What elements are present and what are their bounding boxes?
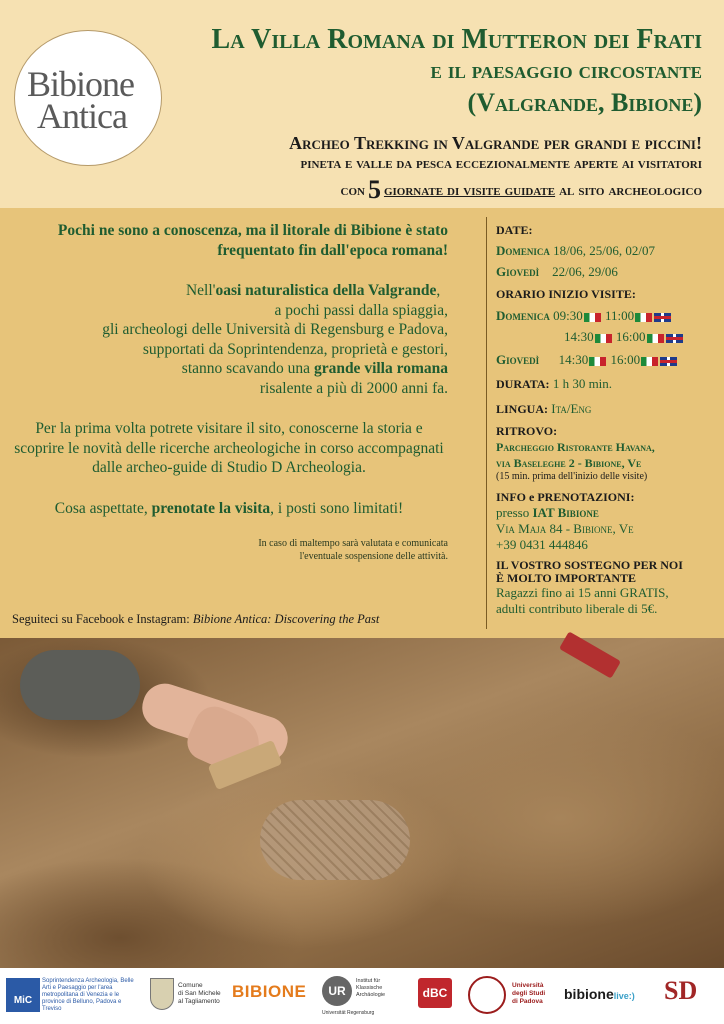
italian-flag-icon (641, 357, 658, 366)
bibione-logo: BIBIONE (232, 982, 307, 1001)
ur-txt2: Klassische (356, 985, 383, 991)
regensburg-logo: UR (322, 976, 352, 1006)
pd-txt1: Università (512, 982, 544, 989)
thursday-times-row (496, 352, 718, 368)
info-address: Via Maja 84 - Bibione, Ve (496, 521, 634, 536)
italian-flag-icon (589, 357, 606, 366)
sm-txt3: al Tagliamento (178, 998, 220, 1005)
orario-label: ORARIO INIZIO VISITE: (496, 287, 636, 301)
p2-line6: risalente a più di 2000 anni fa. (259, 379, 448, 397)
language-row (496, 401, 718, 417)
language-label: LINGUA: (496, 402, 549, 416)
pd-txt3: di Padova (512, 998, 543, 1005)
info-phone: +39 0431 444846 (496, 537, 588, 552)
padova-seal-icon (468, 976, 506, 1014)
language-value: Ita/Eng (551, 401, 592, 416)
thursday-label: Giovedì (496, 264, 540, 279)
duration-row (496, 376, 718, 392)
italian-flag-icon (595, 334, 612, 343)
time-0930: 09:30 (553, 308, 583, 323)
time-1430-thu: 14:30 (558, 352, 589, 367)
p2-oasi: oasi naturalistica della Valgrande (215, 282, 437, 299)
p2-line5a: stanno scavando una (181, 360, 314, 377)
sm-txt2: di San Michele (178, 990, 221, 997)
subtitle-line3-post: al sito archeologico (559, 182, 702, 199)
p2-line3: gli archeologi delle Università di Regensburg e Padova, (102, 321, 448, 338)
subtitle-line2: pineta e valle da pesca eccezionalmente aperte ai visitatori (300, 156, 702, 172)
sm-txt1: Comune (178, 982, 203, 989)
duration-label: DURATA: (496, 377, 550, 391)
meeting-label: RITROVO: (496, 424, 558, 438)
subtitle-line3-pre: con (340, 182, 365, 199)
support-line2: È MOLTO IMPORTANTE (496, 571, 637, 585)
lead-paragraph: Pochi ne sono a conoscenza, ma il litorale di Bibione è stato frequentato fin dall'epoca romana! (57, 222, 448, 259)
regensburg-sub: Universität Regensburg (322, 1010, 375, 1016)
dbc-logo: dBC (418, 978, 452, 1008)
support-line1: IL VOSTRO SOSTEGNO PER NOI (496, 558, 683, 572)
meeting-note: (15 min. prima dell'inizio delle visite) (496, 471, 648, 482)
sunday-times-row1 (496, 308, 718, 324)
p2-c: , (436, 282, 441, 299)
p2-line4: supportati da Soprintendenza, proprietà e gestori, (142, 340, 448, 358)
uk-flag-icon (666, 334, 683, 343)
regensburg-text (356, 978, 385, 999)
italian-flag-icon (635, 313, 652, 322)
thursday-dates-row (496, 264, 718, 280)
subtitle-line1: Archeo Trekking in Valgrande per grandi e piccini! (289, 133, 702, 153)
blive-sup: live:) (613, 991, 635, 1001)
padova-text (512, 982, 545, 1006)
days-count: 5 (367, 175, 381, 204)
bibione-live-logo (564, 986, 635, 1002)
uk-flag-icon (654, 313, 671, 322)
follow-pre: Seguiteci su Facebook e Instagram: (12, 612, 193, 626)
soprintendenza-text: Soprintendenza Archeologia, Belle Arti e Paesaggio per l'area metropolitana di Venezia e le province di Belluno, Padova e Treviso (42, 978, 134, 1012)
photo-mosaic (260, 800, 410, 880)
italian-flag-icon (584, 313, 601, 322)
pd-txt2: degli Studi (512, 990, 546, 997)
san-michele-text (178, 982, 221, 1006)
logo-line2: Antica (37, 96, 127, 136)
support-line4: adulti contributo liberale di 5€. (496, 601, 658, 616)
ur-txt1: Institut für (356, 978, 381, 984)
sunday-times-row2 (496, 329, 718, 345)
sunday-dates: 18/06, 25/06, 02/07 (553, 243, 655, 258)
title-line1: La Villa Romana di Mutteron dei Frati (211, 24, 702, 55)
info-line1 (496, 505, 718, 521)
support-line3: Ragazzi fino ai 15 anni GRATIS, (496, 585, 669, 600)
studio-d-logo: SD (664, 976, 698, 1005)
sunday-label-times: Domenica (496, 308, 550, 323)
paragraph-villa (10, 281, 448, 398)
description-column (10, 221, 448, 563)
sunday-label: Domenica (496, 243, 550, 258)
meeting-line1: Parcheggio Ristorante Havana, (496, 440, 655, 454)
san-michele-shield-icon (150, 978, 174, 1010)
photo-knee (20, 650, 140, 720)
bibione-antica-logo (14, 30, 162, 166)
subtitle-line3-underlined: giornate di visite guidate (383, 182, 556, 199)
p2-line2: a pochi passi dalla spiaggia, (274, 301, 448, 319)
title-line3: (Valgrande, Bibione) (467, 88, 702, 117)
p4-c: , i posti sono limitati! (270, 499, 404, 517)
thursday-dates: 22/06, 29/06 (552, 264, 618, 279)
p4-prenotate: prenotate la visita (151, 499, 271, 517)
duration-value: 1 h 30 min. (552, 376, 613, 391)
weather-note (10, 537, 448, 563)
p4-a: Cosa aspettate, (54, 499, 152, 517)
ur-txt3: Archäologie (356, 992, 386, 998)
time-1100: 11:00 (605, 308, 635, 323)
column-divider (486, 217, 487, 629)
social-page-name: Bibione Antica: Discovering the Past (192, 612, 380, 626)
time-1430: 14:30 (564, 329, 594, 344)
p2-villa: grande villa romana (313, 360, 448, 377)
paragraph-visit: Per la prima volta potrete visitare il sito, conoscerne la storia e scoprire le novità delle ricerche archeologiche in corso accompagnati dalle archeo-guide di Studio D Archeologia. (14, 420, 444, 476)
sponsor-footer (0, 968, 724, 1024)
note-line2: l'eventuale sospensione delle attività. (299, 551, 448, 562)
note-line1: In caso di maltempo sarà valutata e comunicata (258, 538, 448, 549)
paragraph-booking (10, 499, 448, 519)
uk-flag-icon (660, 357, 677, 366)
p2-a: Nell' (185, 282, 216, 299)
title-line2: e il paesaggio circostante (430, 58, 702, 84)
thursday-label-times: Giovedì (496, 352, 540, 367)
blive-text: bibione (564, 986, 614, 1002)
info-office: IAT Bibione (532, 505, 599, 520)
time-1600-thu: 16:00 (610, 352, 641, 367)
info-presso: presso (496, 505, 533, 520)
subtitle-line3 (341, 175, 702, 205)
meeting-line2: via Baseleghe 2 - Bibione, Ve (496, 456, 642, 470)
date-label: DATE: (496, 223, 533, 237)
sunday-dates-row (496, 243, 718, 259)
italian-flag-icon (647, 334, 664, 343)
logo-line1: Bibione (27, 64, 134, 104)
details-column (496, 222, 718, 617)
time-1600: 16:00 (615, 329, 646, 344)
info-label: INFO e PRENOTAZIONI: (496, 490, 635, 504)
social-follow (12, 612, 379, 627)
header (0, 0, 724, 208)
mic-logo: MiC (6, 978, 40, 1012)
